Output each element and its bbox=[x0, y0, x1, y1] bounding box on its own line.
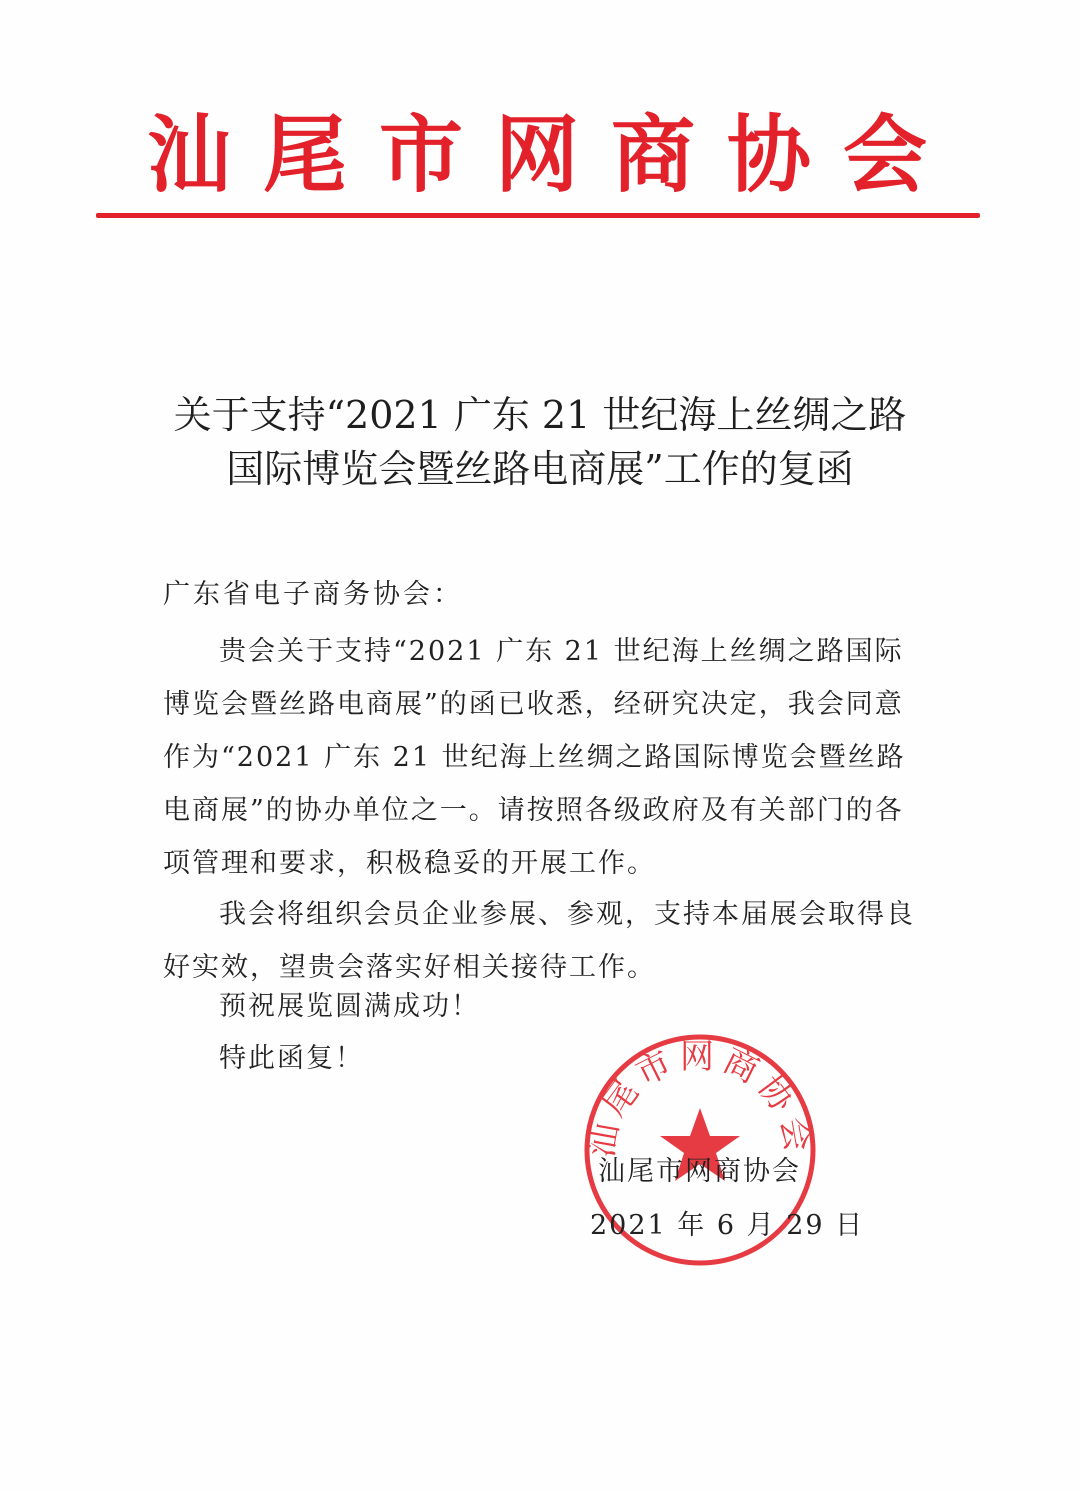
letterhead-divider bbox=[96, 213, 980, 218]
document-title-line-1: 关于支持“2021 广东 21 世纪海上丝绸之路 bbox=[173, 393, 907, 437]
closing-wish: 预祝展览圆满成功！ bbox=[219, 991, 480, 1022]
document-title bbox=[100, 388, 980, 496]
signature-block bbox=[590, 1145, 864, 1253]
body-paragraph-2-container bbox=[163, 888, 923, 994]
document-title-line-2: 国际博览会暨丝路电商展”工作的复函 bbox=[226, 447, 854, 491]
body-paragraph-3-container bbox=[163, 980, 923, 1033]
seal-text: 汕尾市网商协会 bbox=[581, 1037, 819, 1161]
body-paragraph-1-container bbox=[163, 625, 923, 890]
salutation: 广东省电子商务协会： bbox=[163, 579, 463, 610]
signature-date: 2021 年 6 月 29 日 bbox=[590, 1210, 865, 1241]
body-paragraph: 我会将组织会员企业参展、参观，支持本届展会取得良好实效，望贵会落实好相关接待工作。 bbox=[163, 899, 915, 983]
closing-remark: 特此函复！ bbox=[219, 1043, 364, 1074]
signature-organization: 汕尾市网商协会 bbox=[598, 1156, 801, 1187]
body-paragraph: 贵会关于支持“2021 广东 21 世纪海上丝绸之路国际博览会暨丝路电商展”的函已收悉，经研究决定，我会同意作为“2021 广东 21 世纪海上丝绸之路国际博览会暨丝路电商展”的协办单位之一。请按照各级政府及有关部门的各项管理和要求，积极稳妥的开展工作。 bbox=[163, 636, 906, 879]
letterhead-organization-name: 汕尾市网商协会 bbox=[146, 105, 959, 204]
